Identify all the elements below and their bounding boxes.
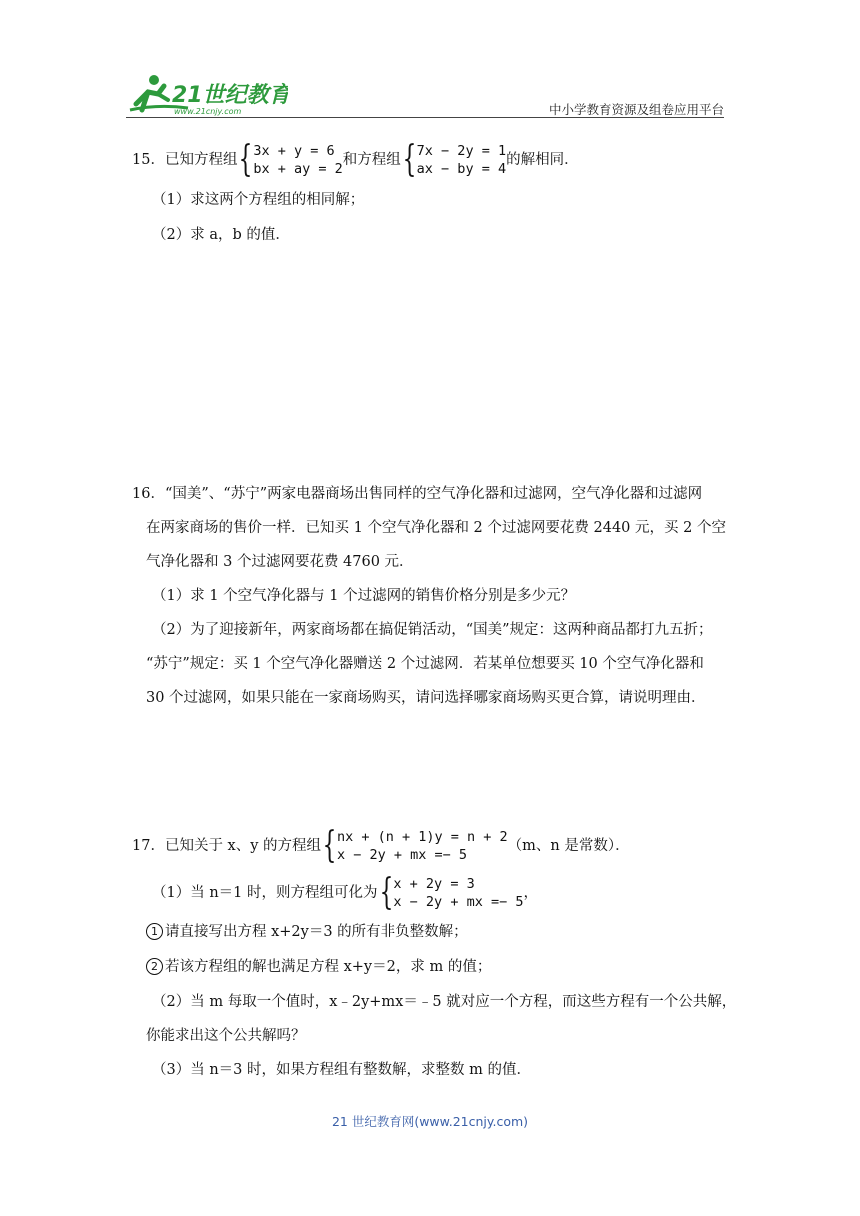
q16-part2-line1: （2）为了迎接新年，两家商场都在搞促销活动，“国美”规定：这两种商品都打九五折； — [152, 622, 713, 638]
q17-sub2: 2 若该方程组的解也满足方程 x+y＝2，求 m 的值； — [146, 957, 491, 977]
q17-part2-line2: 你能求出这个公共解吗？ — [146, 1028, 306, 1044]
q16-line2: 在两家商场的售价一样．已知买 1 个空气净化器和 2 个过滤网要花费 2440 元，买 2 个空 — [146, 520, 726, 536]
q16-part2-line2: “苏宁”规定：买 1 个空气净化器赠送 2 个过滤网．若某单位想要买 10 个空气净化器和 — [146, 656, 704, 672]
q16-line3: 气净化器和 3 个过滤网要花费 4760 元． — [146, 554, 414, 570]
q17-part2-line1: （2）当 m 每取一个值时，x﹣2y+mx＝﹣5 就对应一个方程，而这些方程有一个公共解， — [152, 994, 737, 1010]
circled-number-2: 2 — [146, 958, 163, 975]
q15-stem: 15．已知方程组{ 3x + y = 6 bx + ay = 2 和方程组{ 7x − 2y = 1 ax − by = 4 的解相同． — [132, 139, 579, 180]
footer-link[interactable]: 21 世纪教育网(www.21cnjy.com) — [331, 1114, 529, 1129]
q15-part1: （1）求这两个方程组的相同解； — [152, 192, 365, 208]
site-logo — [128, 70, 288, 118]
header-divider — [126, 117, 724, 118]
q17-sub1: 1 请直接写出方程 x+2y＝3 的所有非负整数解； — [146, 922, 468, 942]
q15-part2: （2）求 a，b 的值． — [152, 227, 290, 243]
q16-part1: （1）求 1 个空气净化器与 1 个过滤网的销售价格分别是多少元？ — [152, 588, 576, 604]
q16-part2-line3: 30 个过滤网，如果只能在一家商场购买，请问选择哪家商场购买更合算，请说明理由． — [146, 690, 706, 706]
q17-part1: （1）当 n＝1 时，则方程组可化为{ x + 2y = 3 x − 2y + mx =− 5 ， — [152, 872, 538, 913]
q16-line1: 16．“国美”、“苏宁”两家电器商场出售同样的空气净化器和过滤网，空气净化器和过滤网 — [132, 486, 703, 502]
circled-number-1: 1 — [146, 923, 163, 940]
q17-part3: （3）当 n＝3 时，如果方程组有整数解，求整数 m 的值． — [152, 1062, 531, 1078]
platform-title: 中小学教育资源及组卷应用平台 — [548, 102, 724, 117]
svg-text:www.21cnjy.com: www.21cnjy.com — [174, 107, 242, 116]
q17-stem: 17．已知关于 x、y 的方程组{ nx + (n + 1)y = n + 2 x − 2y + mx =− 5 （m、n 是常数）． — [132, 825, 630, 866]
svg-text:21世纪教育: 21世纪教育 — [172, 83, 288, 108]
